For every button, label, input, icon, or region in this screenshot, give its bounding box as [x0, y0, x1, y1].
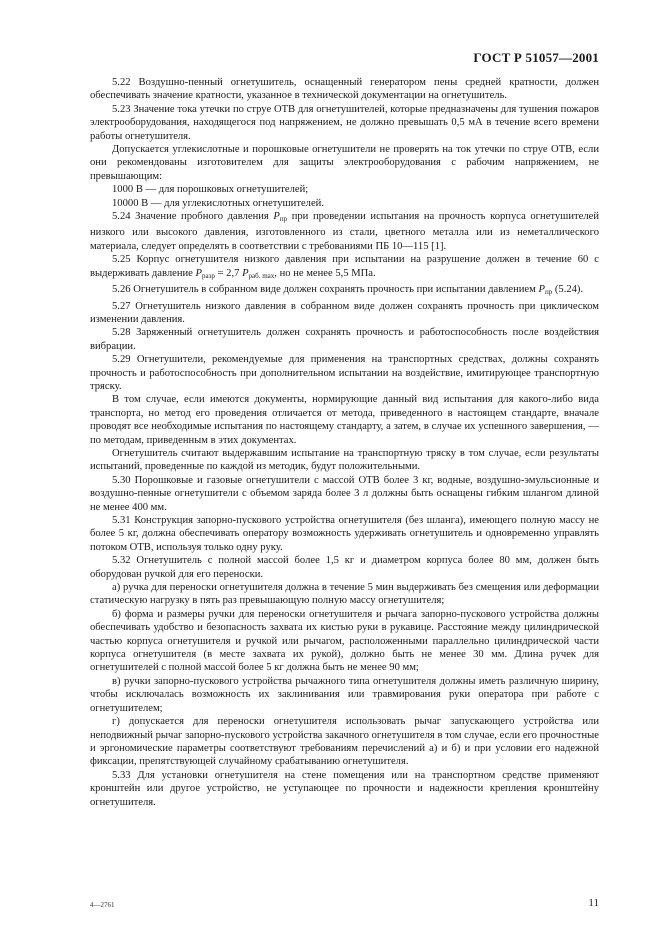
- paragraph-5-23: 5.23 Значение тока утечки по струе ОТВ для огнетушителей, которые предназначены для тушения пожаров электрооборудования, находящегося под напряжением, не должно превышать 0,5 мА в течение всего времени работы огнетушителя.: [90, 103, 599, 142]
- paragraph-5-30: 5.30 Порошковые и газовые огнетушители с массой ОТВ более 3 кг, водные, воздушно-эмульсионные и воздушно-пенные огнетушители с объемом заряда более 3 л должны быть оснащены гибким шлангом длиной не менее 400 мм.: [90, 474, 599, 513]
- paragraph-exception: Допускается углекислотные и порошковые огнетушители не проверять на ток утечки по струе ОТВ, если они рекомендованы изготовителем для защиты электрооборудования с рабочим напряжением, не превышающим:: [90, 144, 599, 182]
- paragraph-5-29: 5.29 Огнетушители, рекомендуемые для применения на транспортных средствах, должны сохранять прочность и работоспособность при дополнительном испытании на воздействие, имитирующее транспортную тряску.: [90, 354, 599, 392]
- list-item-g: г) допускается для переноски огнетушителя использовать рычаг запускающего устройства или неподвижный рычаг запорно-пускового устройства закачного огнетушителя в том случае, если его прочностные и эргономические параметры соответствуют требованиям перечислений а) и б) и при условии его надежной фиксации, препятствующей случайному срабатыванию огнетушителя.: [90, 716, 599, 768]
- paragraph-transport-result: Огнетушитель считают выдержавшим испытание на транспортную тряску в том случае, если результаты испытаний, проведенные по каждой из методик, будут положительными.: [90, 447, 599, 473]
- paragraph-5-33: 5.33 Для установки огнетушителя на стене помещения или на транспортном средстве применяют кронштейн или другое устройство, не уступающее по прочности и надежности крепления кронштейну огнетушителя.: [90, 769, 599, 808]
- list-item-b: б) форма и размеры ручки для переноски огнетушителя и рычага запорно-пускового устройства должны обеспечивать удобство и безопасность захвата их кистью руки в рукавице. Расстояние между цилиндрической частью корпуса огнетушителя и ручкой или рычагом, расположенными параллельно цилиндрической части корпуса огнетушителя (в месте захвата их рукой), должно быть не менее 30 мм. Длина ручек для огнетушителей с полной массой более 5 кг должна быть не менее 90 мм;: [90, 608, 599, 674]
- page-number: 11: [588, 897, 599, 909]
- standard-header: ГОСТ Р 51057—2001: [473, 50, 599, 65]
- paragraph-5-32: 5.32 Огнетушитель с полной массой более 1,5 кг и диаметром корпуса более 80 мм, должен быть оборудован ручкой для его переноски.: [90, 555, 599, 580]
- list-item-powder: 1000 В — для порошковых огнетушителей;: [112, 184, 309, 196]
- paragraph-5-28: 5.28 Заряженный огнетушитель должен сохранять прочность и работоспособность после воздействия вибрации.: [90, 327, 599, 352]
- paragraph-5-24: 5.24 Значение пробного давления $P_{пр}$ при проведении испытания на прочность корпуса огнетушителей низкого или высокого давления, изготовленного из стали, цветного металла или из неметаллического материала, следует определять в соответствии с требованиями ПБ 10—115 [1].: [90, 211, 599, 252]
- list-item-a: а) ручка для переноски огнетушителя должна в течение 5 мин выдерживать без смещения или деформации статическую нагрузку в пять раз превышающую полную массу огнетушителя;: [90, 582, 599, 607]
- paragraph-5-22: 5.22 Воздушно-пенный огнетушитель, оснащенный генератором пены средней кратности, должен обеспечивать значение кратности, указанное в технической документации на огнетушитель.: [90, 77, 599, 102]
- document-body: [90, 76, 599, 809]
- paragraph-5-31: 5.31 Конструкция запорно-пускового устройства огнетушителя (без шланга), имеющего полную массу не более 5 кг, должна обеспечивать оператору возможность удерживать огнетушитель и одновременно управлять потоком ОТВ, используя только одну руку.: [90, 515, 599, 553]
- list-item-v: в) ручки запорно-пускового устройства рычажного типа огнетушителя должны иметь различную ширину, чтобы исключалась возможность их заклинивания или травмирования руки оператора при работе с огнетушителем;: [90, 675, 599, 714]
- list-item-co2: 10000 В — для углекислотных огнетушителей.: [112, 197, 324, 209]
- paragraph-5-26: 5.26 Огнетушитель в собранном виде должен сохранять прочность при испытании давлением $P_{пр}$ (5.24).: [112, 284, 584, 297]
- paragraph-5-25: 5.25 Корпус огнетушителя низкого давления при испытании на разрушение должен в течение 60 с выдерживать давление $P_{разр} = 2,7$ $P_{раб. max}$, но не менее 5,5 МПа.: [90, 254, 599, 280]
- paragraph-transport-docs: В том случае, если имеются документы, нормирующие данный вид испытания для какого-либо вида транспорта, но метод его проведения отличается от метода, приведенного в настоящем стандарте, вначале проводят все необходимые испытания по настоящему стандарту, а затем, в случае их успешного завершения, — по методам, приведенным в этих документах.: [90, 394, 599, 446]
- paragraph-5-27: 5.27 Огнетушитель низкого давления в собранном виде должен сохранять прочность при циклическом изменении давления.: [90, 300, 599, 325]
- print-code: 4—2761: [90, 901, 115, 909]
